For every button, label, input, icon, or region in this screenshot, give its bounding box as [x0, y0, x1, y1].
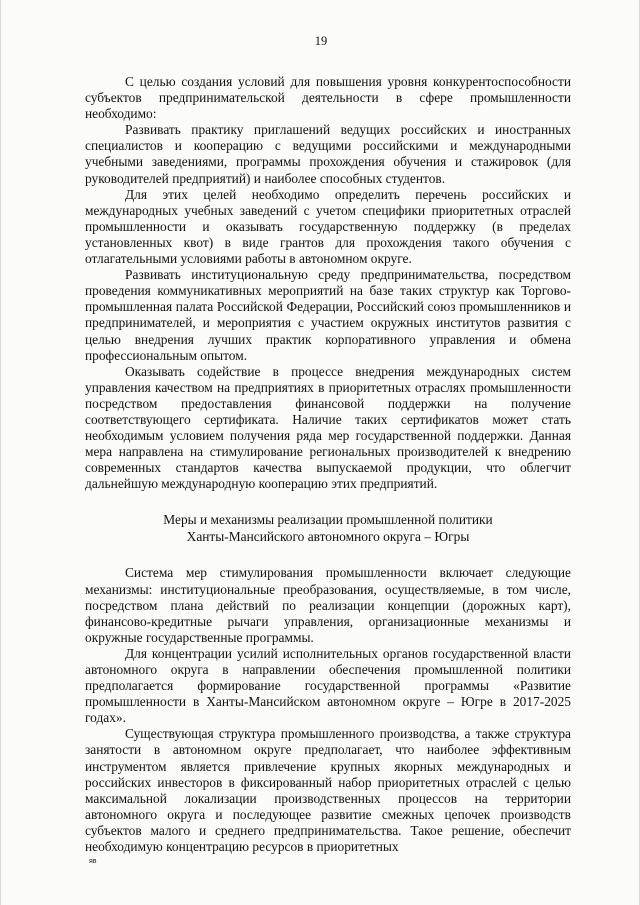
paragraph: Развивать практику приглашений ведущих российских и иностранных специалистов и кооперацию с ведущими российскими и международными учебными заведениями, программы прохождения обучения и стажировок (для руководителей предприятий) и наиболее способных студентов.	[85, 122, 571, 186]
page-number: 19	[314, 34, 328, 48]
section-heading	[85, 512, 571, 545]
paragraph: Для этих целей необходимо определить перечень российских и международных учебных заведений с учетом специфики приоритетных отраслей промышленности и оказывать государственную поддержку (в пределах установленных квот) в виде грантов для прохождения такого обучения с отлагательными условиями работы в автономном округе.	[85, 186, 571, 267]
footer-mark: яв	[89, 858, 97, 865]
document-body	[85, 74, 571, 855]
paragraph: Оказывать содействие в процессе внедрения международных систем управления качеством на предприятиях в приоритетных отраслях промышленности посредством предоставления финансовой поддержки на получение соответствующего сертификата. Наличие таких сертификатов может стать необходимым условием получения ряда мер государственной поддержки. Данная мера направлена на стимулирование региональных производителей к внедрению современных стандартов качества выпускаемой продукции, что облегчит дальнейшую международную кооперацию этих предприятий.	[85, 363, 571, 492]
paragraph: Система мер стимулирования промышленности включает следующие механизмы: институциональные преобразования, осуществляемые, в том числе, посредством плана действий по реализации концепции (дорожных карт), финансово-кредитные рычаги управления, организационные механизмы и окружные государственные программы.	[85, 565, 571, 645]
paragraph: Существующая структура промышленного производства, а также структура занятости в автономном округе предполагает, что наиболее эффективным инструментом является привлечение крупных якорных международных и российских инвесторов в фиксированный набор приоритетных отраслей с целью максимальной локализации производственных процессов на территории автономного округа и последующее развитие смежных цепочек производств субъектов малого и среднего предпринимательства. Такое решение, обеспечит необходимую концентрацию ресурсов в приоритетных	[85, 726, 571, 855]
paragraph: Развивать институциональную среду предпринимательства, посредством проведения коммуникативных мероприятий на базе таких структур как Торгово-промышленная палата Российской Федерации, Российский союз промышленников и предпринимателей, и мероприятия с участием окружных институтов развития с целью внедрения лучших практик корпоративного управления и обмена профессиональным опытом.	[85, 267, 571, 363]
paragraph: Для концентрации усилий исполнительных органов государственной власти автономного округа в направлении обеспечения промышленной политики предполагается формирование государственной программы «Развитие промышленности в Ханты-Мансийском автономном округе – Югре в 2017-2025 годах».	[85, 645, 571, 726]
section-heading-line: Меры и механизмы реализации промышленной политики	[163, 512, 493, 528]
paragraph: С целью создания условий для повышения уровня конкурентоспособности субъектов предпринимательской деятельности в сфере промышленности необходимо:	[85, 74, 571, 122]
section-heading-line: Ханты-Мансийского автономного округа – Югры	[186, 528, 470, 544]
